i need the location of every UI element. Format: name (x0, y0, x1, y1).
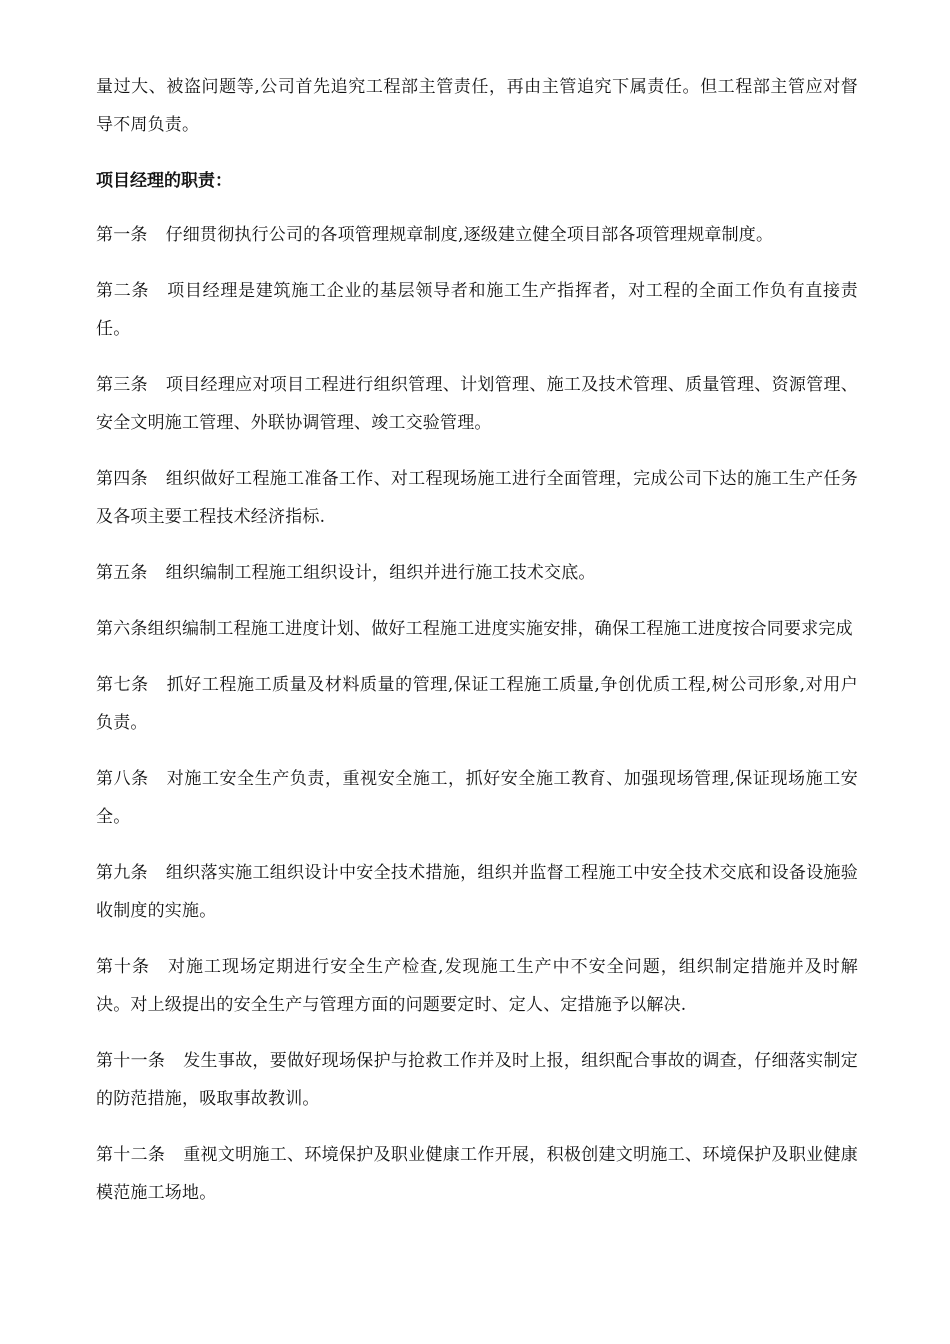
article-text: 组织做好工程施工准备工作、对工程现场施工进行全面管理，完成公司下达的施工生产任务及各项主要工程技术经济指标. (96, 469, 858, 527)
article-text: 抓好工程施工质量及材料质量的管理,保证工程施工质量,争创优质工程,树公司形象,对用户负责。 (96, 675, 858, 733)
article-label: 第七条 (96, 675, 149, 695)
article-text: 发生事故，要做好现场保护与抢救工作并及时上报，组织配合事故的调查，仔细落实制定的防范措施，吸取事故教训。 (96, 1051, 858, 1109)
article-6 (96, 610, 858, 648)
article-10 (96, 948, 858, 1024)
document-page (96, 68, 858, 1230)
article-text: 对施工现场定期进行安全生产检查,发现施工生产中不安全问题，组织制定措施并及时解决。对上级提出的安全生产与管理方面的问题要定时、定人、定措施予以解决. (96, 957, 858, 1015)
article-text: 重视文明施工、环境保护及职业健康工作开展，积极创建文明施工、环境保护及职业健康模范施工场地。 (96, 1145, 858, 1203)
article-4 (96, 460, 858, 536)
article-label: 第十一条 (96, 1051, 166, 1071)
article-label: 第五条 (96, 563, 148, 583)
article-text: 组织落实施工组织设计中安全技术措施，组织并监督工程施工中安全技术交底和设备设施验收制度的实施。 (96, 863, 858, 921)
article-text: 组织编制工程施工组织设计，组织并进行施工技术交底。 (165, 563, 596, 583)
article-label: 第二条 (96, 281, 150, 301)
article-text: 项目经理应对项目工程进行组织管理、计划管理、施工及技术管理、质量管理、资源管理、安全文明施工管理、外联协调管理、竣工交验管理。 (96, 375, 858, 433)
article-12 (96, 1136, 858, 1212)
intro-paragraph: 量过大、被盗问题等,公司首先追究工程部主管责任，再由主管追究下属责任。但工程部主管应对督导不周负责。 (96, 77, 858, 135)
section-heading: 项目经理的职责： (96, 171, 232, 191)
article-5 (96, 554, 858, 592)
article-label: 第三条 (96, 375, 148, 395)
article-3 (96, 366, 858, 442)
article-2 (96, 272, 858, 348)
article-label: 第八条 (96, 769, 149, 789)
article-9 (96, 854, 858, 930)
article-11 (96, 1042, 858, 1118)
article-1 (96, 216, 858, 254)
article-label: 第十二条 (96, 1145, 166, 1165)
article-7 (96, 666, 858, 742)
article-label: 第四条 (96, 469, 148, 489)
article-text: 项目经理是建筑施工企业的基层领导者和施工生产指挥者，对工程的全面工作负有直接责任。 (96, 281, 858, 339)
article-label: 第六条 (96, 619, 148, 639)
article-label: 第一条 (96, 225, 148, 245)
article-8 (96, 760, 858, 836)
article-text: 对施工安全生产负责，重视安全施工，抓好安全施工教育、加强现场管理,保证现场施工安全。 (96, 769, 858, 827)
article-label: 第九条 (96, 863, 148, 883)
article-text: 组织编制工程施工进度计划、做好工程施工进度实施安排，确保工程施工进度按合同要求完成 (147, 619, 853, 639)
article-text: 仔细贯彻执行公司的各项管理规章制度,逐级建立健全项目部各项管理规章制度。 (165, 225, 774, 245)
article-label: 第十条 (96, 957, 151, 977)
